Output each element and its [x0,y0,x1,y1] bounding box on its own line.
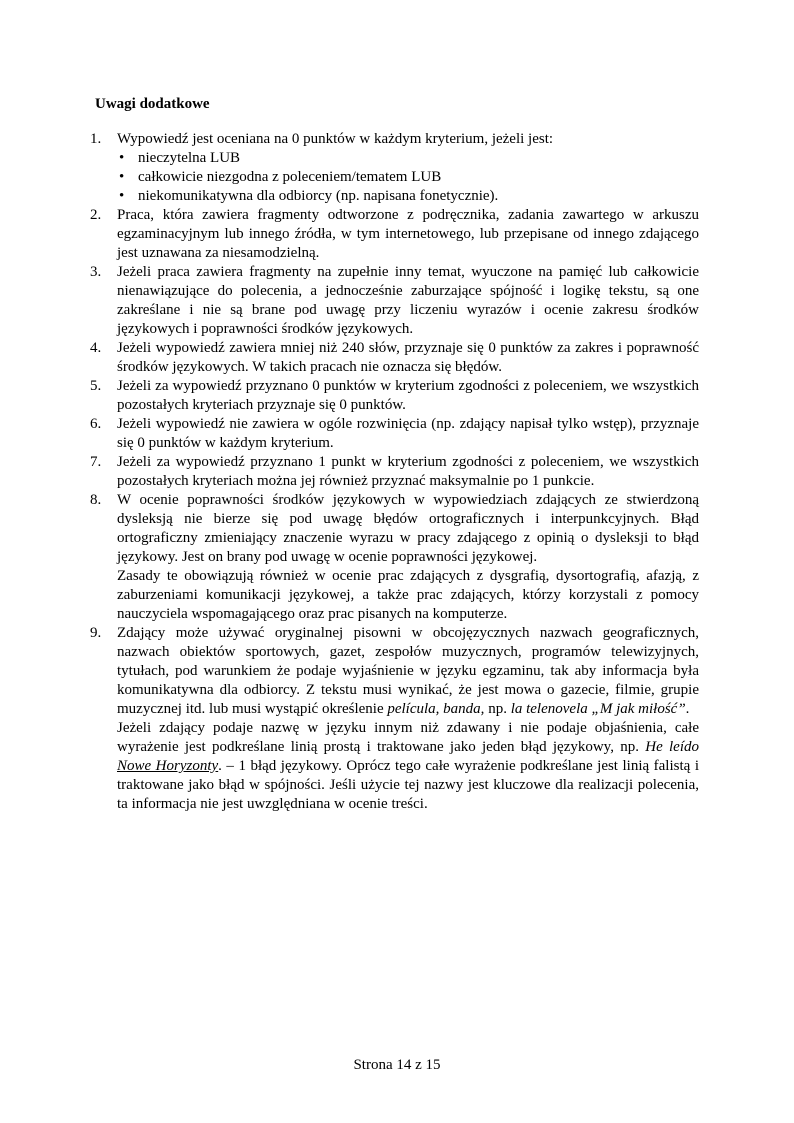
item-number: 6. [90,416,102,432]
bullet-text: całkowicie niezgodna z poleceniem/tematem LUB [138,169,442,185]
bullet-text: nieczytelna LUB [138,150,241,166]
item-text: W ocenie poprawności środków językowych w wypowiedziach zdających ze stwierdzoną dysleksją nie bierze się pod uwagę błędów ortograficznych i interpunkcyjnych. Błąd ortograficzny zmieniający znaczenie wyrazu w pracy zdającego z opinią o dysleksji to błąd językowy. Jest on brany pod uwagę w ocenie poprawności językowej. [117,492,699,565]
text-run: np. [484,701,511,717]
section-heading: Uwagi dodatkowe [95,96,210,112]
item-text: Jeżeli wypowiedź nie zawiera w ogóle rozwinięcia (np. zdający napisał tylko wstęp), przyznaje się 0 punktów w każdym kryterium. [117,416,699,451]
bullet-list [117,149,699,206]
item-text-continued [117,719,699,814]
bullet-icon: • [119,169,125,185]
item-text: Wypowiedź jest oceniana na 0 punktów w każdym kryterium, jeżeli jest: [117,131,554,147]
list-item [90,491,699,624]
bullet-text: niekomunikatywna dla odbiorcy (np. napisana fonetycznie). [138,188,499,204]
text-run: Jeżeli zdający podaje nazwę w języku innym niż zdawany i nie podaje objaśnienia, całe wyrażenie jest podkreślane linią prostą i traktowane jako jeden błąd językowy, np. [117,720,699,755]
item-number: 5. [90,378,102,394]
item-number: 9. [90,625,102,641]
list-item [90,206,699,263]
item-text-continued: Zasady te obowiązują również w ocenie prac zdających z dysgrafią, dysortografią, afazją, z zaburzeniami komunikacji językowej, a także prac zdających, którzy korzystali z pomocy nauczyciela wspomagającego oraz prac pisanych na komputerze. [117,568,699,622]
list-item [90,377,699,415]
list-item [90,130,699,206]
text-run: . – 1 błąd językowy. Oprócz tego całe wyrażenie podkreślane jest linią falistą i traktowane jako błąd w spójności. Jeśli użycie tej nazwy jest kluczowe dla realizacji polecenia, ta informacja nie jest uwzględniana w ocenie treści. [117,758,699,812]
italic-example: la telenovela „M jak miłość” [510,701,686,717]
list-item [90,339,699,377]
text-run: Zdający może używać oryginalnej pisowni w obcojęzycznych nazwach geograficznych, nazwach obiektów sportowych, gazet, zespołów muzycznych, programów telewizyjnych, tytułach, pod warunkiem że podaje wyjaśnienie w języku egzaminu, tak aby informacja była komunikatywna dla odbiorcy. Z tekstu musi wynikać, że jest mowa o gazecie, filmie, grupie muzycznej itd. lub musi wystąpić określenie [117,625,699,717]
bullet-item [117,187,699,206]
item-number: 4. [90,340,102,356]
italic-term: película, banda, [387,701,485,717]
list-item [90,624,699,814]
bullet-item [117,168,699,187]
item-text: Jeżeli za wypowiedź przyznano 0 punktów w kryterium zgodności z poleceniem, we wszystkich pozostałych kryteriach przyznaje się 0 punktów. [117,378,699,413]
bullet-icon: • [119,150,125,166]
italic-example: He leído [645,739,700,755]
item-text: Jeżeli za wypowiedź przyznano 1 punkt w kryterium zgodności z poleceniem, we wszystkich pozostałych kryteriach można jej również przyznać maksymalnie po 1 punkcie. [117,454,699,489]
item-number: 7. [90,454,102,470]
text-run: . [685,701,690,717]
remarks-list [90,130,699,814]
list-item [90,263,699,339]
page-number: Strona 14 z 15 [353,1057,441,1073]
item-number: 1. [90,131,102,147]
item-number: 8. [90,492,102,508]
item-number: 3. [90,264,102,280]
item-text [117,624,699,719]
item-text: Jeżeli wypowiedź zawiera mniej niż 240 słów, przyznaje się 0 punktów za zakres i poprawność środków językowych. W takich pracach nie oznacza się błędów. [117,340,699,375]
bullet-item [117,149,699,168]
underlined-example: Nowe Horyzonty [117,758,219,774]
list-item [90,453,699,491]
item-text: Jeżeli praca zawiera fragmenty na zupełnie inny temat, wyuczone na pamięć lub całkowicie nienawiązujące do polecenia, a jednocześnie zaburzające spójność i logikę tekstu, są one zakreślane i nie są brane pod uwagę przy liczeniu wyrazów i ocenie zakresu środków językowych i poprawności środków językowych. [117,264,699,337]
item-text: Praca, która zawiera fragmenty odtworzone z podręcznika, zadania zawartego w arkuszu egzaminacyjnym lub innego źródła, w tym internetowego, lub przepisane od innego zdającego jest uznawana za niesamodzielną. [117,207,699,261]
item-number: 2. [90,207,102,223]
bullet-icon: • [119,188,125,204]
list-item [90,415,699,453]
